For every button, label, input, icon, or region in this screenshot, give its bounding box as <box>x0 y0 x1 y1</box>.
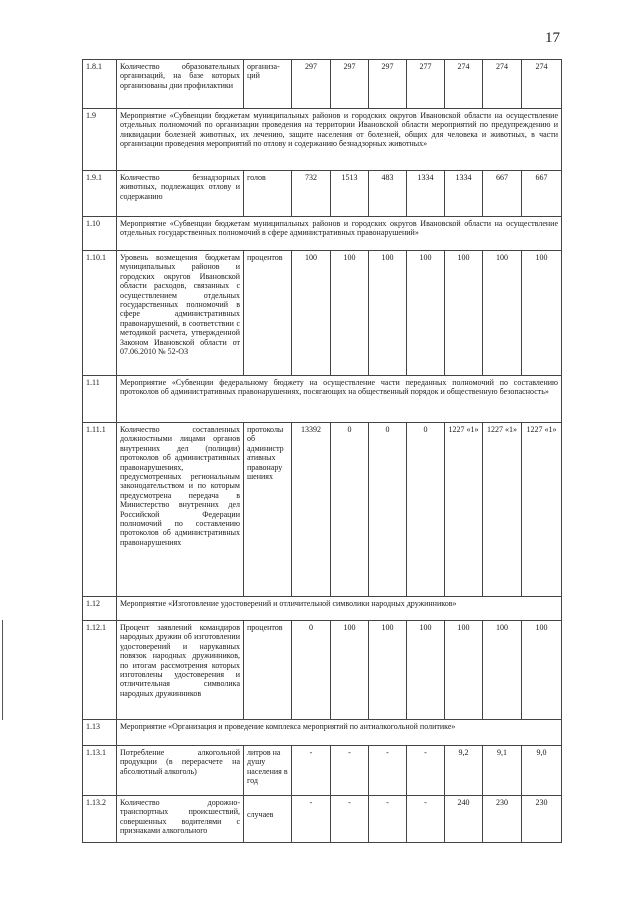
indicators-table <box>82 59 562 843</box>
row-code: 1.12 <box>83 597 117 621</box>
indicator-value: 230 <box>522 796 562 843</box>
indicator-name: Количество составленных должностными лицами органов внутренних дел (полиции) протоколов об административных правонарушениях, предусмотренных региональным законодательством и по которым предусмотрена передача в Министерство внутренних дел Российской Федерации полномочий по составлению протоколов об административных правонарушениях <box>117 423 244 597</box>
indicator-value: 274 <box>522 60 562 109</box>
indicator-row <box>83 251 562 376</box>
indicator-name: Количество дорожно-транспортных происшествий, совершенных водителями с признаками алкогольного <box>117 796 244 843</box>
indicator-value: 100 <box>331 621 369 720</box>
indicator-value: 1334 <box>407 171 445 217</box>
indicator-value: 1227 «1» <box>483 423 522 597</box>
indicator-unit: организа-ций <box>244 60 292 109</box>
indicator-value: 297 <box>292 60 331 109</box>
indicator-value: 230 <box>483 796 522 843</box>
measure-description: Мероприятие «Субвенции федеральному бюджету на осуществление части переданных полномочий по составлению протоколов об административных правонарушениях, посягающих на общественный порядок и общественную безопасность» <box>117 376 562 423</box>
indicator-name: Количество образовательных организаций, на базе которых организованы дни профилактики <box>117 60 244 109</box>
indicator-value: 100 <box>407 251 445 376</box>
indicator-value: 100 <box>407 621 445 720</box>
indicator-unit: голов <box>244 171 292 217</box>
indicator-value: 274 <box>445 60 483 109</box>
indicator-value: 100 <box>369 621 407 720</box>
indicator-value: 274 <box>483 60 522 109</box>
indicator-row <box>83 796 562 843</box>
indicator-value: 100 <box>369 251 407 376</box>
indicator-value: - <box>292 746 331 796</box>
row-code: 1.10 <box>83 217 117 251</box>
indicator-row <box>83 621 562 720</box>
indicator-value: 100 <box>445 621 483 720</box>
indicator-value: 100 <box>522 621 562 720</box>
indicator-unit: процентов <box>244 621 292 720</box>
indicator-value: 240 <box>445 796 483 843</box>
indicator-value: 100 <box>331 251 369 376</box>
indicator-name: Потребление алкогольной продукции (в перерасчете на абсолютный алкоголь) <box>117 746 244 796</box>
scan-margin-mark <box>2 620 3 720</box>
measure-description: Мероприятие «Субвенции бюджетам муниципальных районов и городских округов Ивановской области на осуществление отдельных государственных полномочий в сфере административных правонарушений» <box>117 217 562 251</box>
indicator-row <box>83 60 562 109</box>
indicator-value: 0 <box>292 621 331 720</box>
measure-description: Мероприятие «Изготовление удостоверений и отличительной символики народных дружинников» <box>117 597 562 621</box>
row-code: 1.13.2 <box>83 796 117 843</box>
measure-row <box>83 597 562 621</box>
indicator-value: - <box>407 746 445 796</box>
indicator-value: - <box>292 796 331 843</box>
indicator-value: 100 <box>483 621 522 720</box>
indicator-value: 1513 <box>331 171 369 217</box>
row-code: 1.13 <box>83 720 117 746</box>
measure-row <box>83 720 562 746</box>
indicator-value: - <box>369 746 407 796</box>
row-code: 1.12.1 <box>83 621 117 720</box>
indicator-value: - <box>331 796 369 843</box>
row-code: 1.9 <box>83 109 117 171</box>
indicator-value: - <box>331 746 369 796</box>
row-code: 1.11 <box>83 376 117 423</box>
indicator-value: 1227 «1» <box>445 423 483 597</box>
indicator-value: 732 <box>292 171 331 217</box>
row-code: 1.11.1 <box>83 423 117 597</box>
measure-description: Мероприятие «Субвенции бюджетам муниципальных районов и городских округов Ивановской области на осуществление отдельных полномочий по организации проведения на территории Ивановской области мероприятий по предупреждению и ликвидации болезней животных, их лечению, защите населения от болезней, общих для человека и животных, в части организации проведения мероприятий по отлову и содержанию безнадзорных животных» <box>117 109 562 171</box>
indicator-name: Процент заявлений командиров народных дружин об изготовлении удостоверений и нарукавных повязок народных дружинников, по итогам рассмотрения которых изготовлены удостоверения и отличительная символика народных дружинников <box>117 621 244 720</box>
indicator-name: Количество безнадзорных животных, подлежащих отлову и содержанию <box>117 171 244 217</box>
indicator-value: 13392 <box>292 423 331 597</box>
indicator-value: 297 <box>331 60 369 109</box>
indicator-value: 9,0 <box>522 746 562 796</box>
indicator-row <box>83 746 562 796</box>
row-code: 1.8.1 <box>83 60 117 109</box>
indicator-unit: процентов <box>244 251 292 376</box>
page-number: 17 <box>545 30 560 46</box>
measure-row <box>83 109 562 171</box>
indicator-name: Уровень возмещения бюджетам муниципальных районов и городских округов Ивановской области расходов, связанных с осуществлением отдельных государственных полномочий в сфере административных правонарушений, в соответствии с методикой расчета, утвержденной Законом Ивановской области от 07.06.2010 № 52-ОЗ <box>117 251 244 376</box>
indicator-value: - <box>407 796 445 843</box>
indicator-value: 9,2 <box>445 746 483 796</box>
indicator-unit: случаев <box>244 796 292 843</box>
indicator-value: 1227 «1» <box>522 423 562 597</box>
indicator-value: 100 <box>522 251 562 376</box>
indicator-value: 0 <box>369 423 407 597</box>
measure-description: Мероприятие «Организация и проведение комплекса мероприятий по антиалкогольной политике» <box>117 720 562 746</box>
measure-row <box>83 376 562 423</box>
row-code: 1.10.1 <box>83 251 117 376</box>
indicator-value: - <box>369 796 407 843</box>
row-code: 1.9.1 <box>83 171 117 217</box>
indicator-value: 100 <box>292 251 331 376</box>
indicator-value: 100 <box>445 251 483 376</box>
measure-row <box>83 217 562 251</box>
indicator-value: 297 <box>369 60 407 109</box>
indicator-value: 483 <box>369 171 407 217</box>
indicator-value: 0 <box>407 423 445 597</box>
indicator-value: 9,1 <box>483 746 522 796</box>
indicator-value: 100 <box>483 251 522 376</box>
indicator-row <box>83 423 562 597</box>
indicator-value: 667 <box>483 171 522 217</box>
indicator-value: 277 <box>407 60 445 109</box>
indicator-unit: литров на душу населения в год <box>244 746 292 796</box>
indicator-value: 1334 <box>445 171 483 217</box>
indicator-value: 0 <box>331 423 369 597</box>
indicator-value: 667 <box>522 171 562 217</box>
indicator-row <box>83 171 562 217</box>
row-code: 1.13.1 <box>83 746 117 796</box>
indicator-unit: протоколы об администр ативных правонару шениях <box>244 423 292 597</box>
